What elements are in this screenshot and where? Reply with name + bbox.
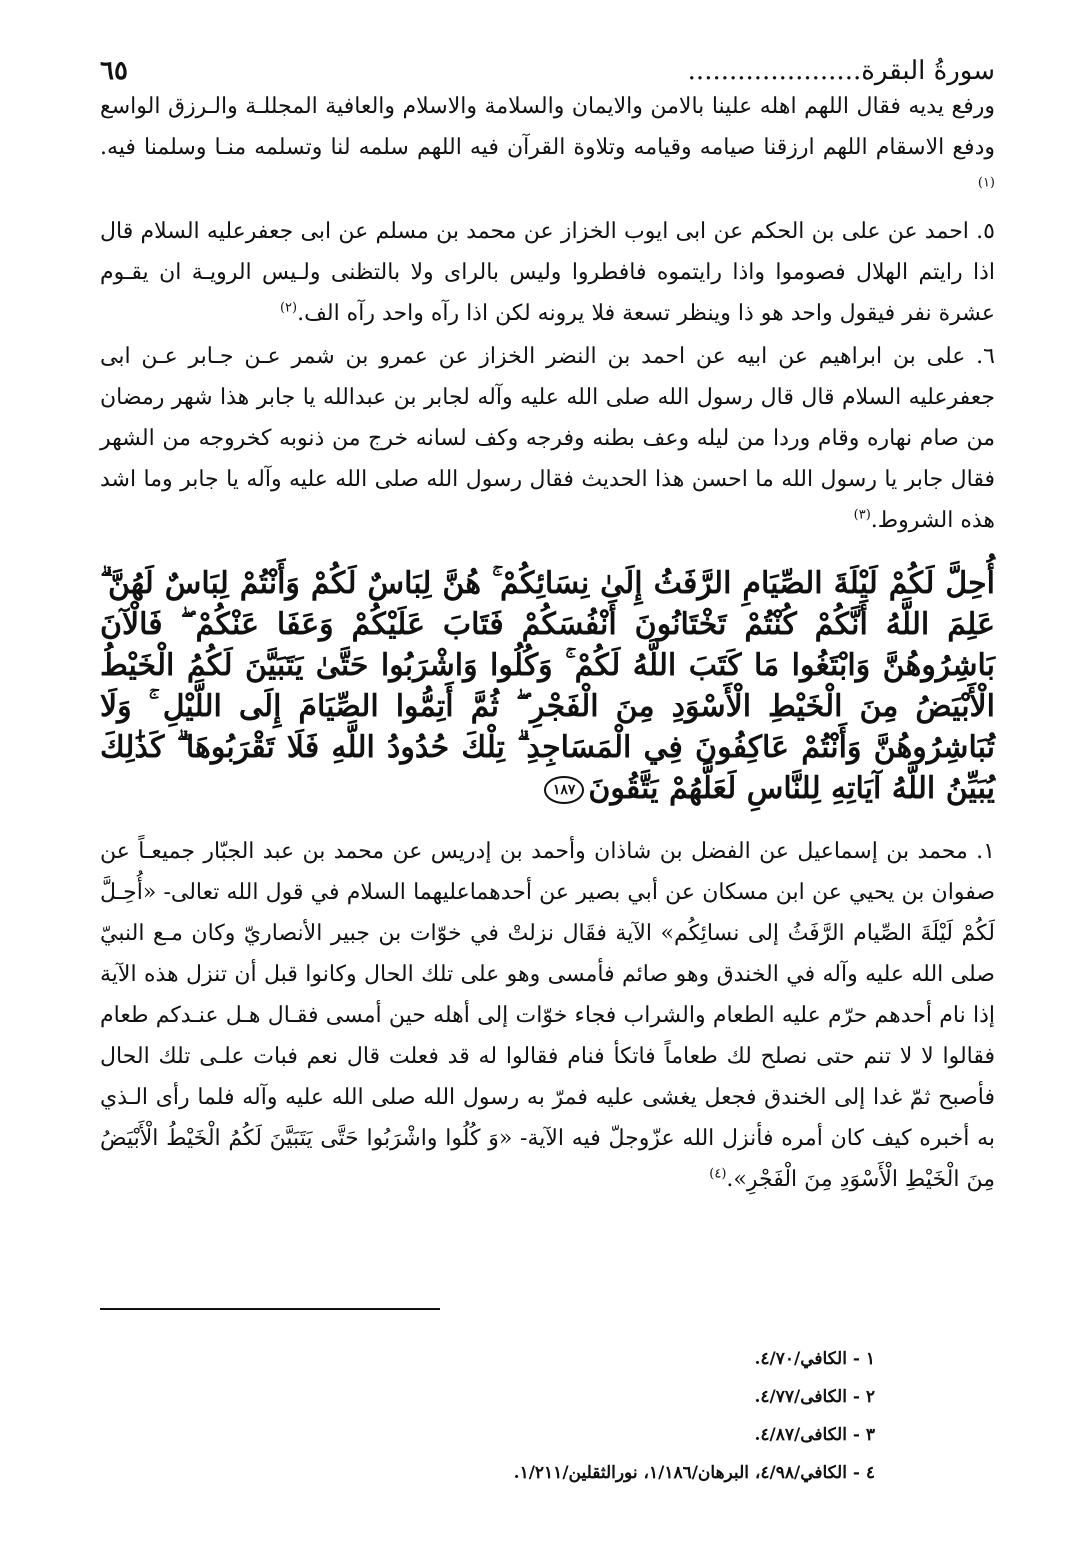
paragraph-2-text: ٥. احمد عن على بن الحكم عن ابى ايوب الخزاز عن محمد بن مسلم عن ابى جعفرعليه السلام قال اذا رايتم الهلال فصوموا واذا رايتموه فافطروا وليس بالراى ولا بالتظنى ولـيس الرويـة ان يقـوم عشرة نفر فيقول واحد هو ذا وينظر تسعة فلا يرونه لكن اذا رآه واحد رآه الف. [100, 219, 995, 326]
paragraph-4-text: ١. محمد بن إسماعيل عن الفضل بن شاذان وأحمد بن إدريس عن محمد بن عبد الجبّار جميعـاً عن صفوان بن يحيي عن ابن مسكان عن أبي بصير عن أحدهماعليهما السلام في قول الله تعالى- «أُحِـلَّ لَكُمْ لَيْلَةَ الصِّيام الرَّفَثُ إلى نسائِكُم» الآية فقَال نزلتْ في خوّات بن جبير الأنصاريّ وكان مـع النبيّ صلى الله عليه وآله في الخندق وهو صائم فأمسى وهو على تلك الحال وكانوا قبل أن تنزل هذه الآية إذا نام أحدهم حرّم عليه الطعام والشراب فجاء خوّات إلى أهله حين أمسى فقـال هـل عنـدكم طعام فقالوا لا لا تنم حتى نصلح لك طعاماً فاتكأ فنام فقالوا له قد فعلت قال نعم فبات علـى تلك الحال فأصبح ثمّ غدا إلى الخندق فجعل يغشى عليه فمرّ به رسول الله صلى الله عليه وآله فلما رأى الـذي به أخبره كيف كان أمره فأنزل الله عزّوجلّ فيه الآية- «وَ كُلُوا واشْرَبُوا حَتَّى يَتَبَيَّنَ لَكُمُ الْخَيْطُ الْأَبْيَضُ مِنَ الْخَيْطِ الْأَسْوَدِ مِنَ الْفَجْرِ». [100, 839, 995, 1192]
surah-title: سورةُ البقرة..................... [687, 56, 995, 87]
footnote-4: ٤ - الكافي/٤/٩٨، البرهان/١/١٨٦، نورالثقلين/١/٢١١. [513, 1463, 875, 1483]
paragraph-3-text: ٦. على بن ابراهيم عن ابيه عن احمد بن النضر الخزاز عن عمرو بن شمر عـن جـابر عـن ابى جعفرعليه السلام قال قال رسول الله صلى الله عليه وآله لجابر بن عبدالله يا جابر هذا شهر رمضان من صام نهاره وقام وردا من ليله وعف بطنه وفرجه وكف لسانه خرج من ذنوبه كخروجه من الشهر فقال جابر يا رسول الله ما احسن هذا الحديث فقال رسول الله صلى الله عليه وآله يا جابر وما اشد هذه الشروط. [100, 344, 995, 533]
quran-verse [100, 563, 995, 809]
page [100, 38, 995, 1518]
footnote-ref-3: (٣) [853, 507, 871, 523]
footnote-ref-1: (١) [977, 175, 995, 191]
paragraph-3 [100, 336, 995, 541]
page-number: ٦٥ [100, 56, 128, 87]
paragraph-1-text: ورفع يديه فقال اللهم اهله علينا بالامن والايمان والسلامة والاسلام والعافية المجللـة والـرزق الواسع ودفع الاسقام اللهم ارزقنا صيامه وقيامه وتلاوة القرآن فيه اللهم سلمه لنا وتسلمه منـا وسلمنا فيه. [100, 94, 995, 160]
footnote-2: ٢ - الكافى/٤/٧٧. [754, 1387, 875, 1407]
footnote-divider [100, 1308, 440, 1310]
paragraph-1 [100, 86, 995, 209]
footnote-1: ١ - الكافي/٤/٧٠. [754, 1349, 875, 1369]
footnote-3: ٣ - الكافى/٤/٨٧. [754, 1425, 875, 1445]
paragraph-4 [100, 831, 995, 1200]
ayah-number-marker: ١٨٧ [544, 776, 585, 804]
quran-verse-text: أُحِلَّ لَكُمْ لَيْلَةَ الصِّيَامِ الرَّفَثُ إِلَىٰ نِسَائِكُمْ ۚ هُنَّ لِبَاسٌ لَكُمْ وَأَنْتُمْ لِبَاسٌ لَهُنَّ ۗ عَلِمَ اللَّهُ أَنَّكُمْ كُنْتُمْ تَخْتَانُونَ أَنْفُسَكُمْ فَتَابَ عَلَيْكُمْ وَعَفَا عَنْكُمْ ۖ فَالْآنَ بَاشِرُوهُنَّ وَابْتَغُوا مَا كَتَبَ اللَّهُ لَكُمْ ۚ وَكُلُوا وَاشْرَبُوا حَتَّىٰ يَتَبَيَّنَ لَكُمُ الْخَيْطُ الْأَبْيَضُ مِنَ الْخَيْطِ الْأَسْوَدِ مِنَ الْفَجْرِ ۖ ثُمَّ أَتِمُّوا الصِّيَامَ إِلَى اللَّيْلِ ۚ وَلَا تُبَاشِرُوهُنَّ وَأَنْتُمْ عَاكِفُونَ فِي الْمَسَاجِدِ ۗ تِلْكَ حُدُودُ اللَّهِ فَلَا تَقْرَبُوهَا ۗ كَذَٰلِكَ يُبَيِّنُ اللَّهُ آيَاتِهِ لِلنَّاسِ لَعَلَّهُمْ يَتَّقُونَ [100, 566, 995, 806]
paragraph-2 [100, 211, 995, 334]
footnote-ref-4: (٤) [709, 1166, 727, 1182]
footnotes [100, 1340, 875, 1492]
page-header [100, 38, 995, 86]
footnote-ref-2: (٢) [279, 300, 298, 316]
